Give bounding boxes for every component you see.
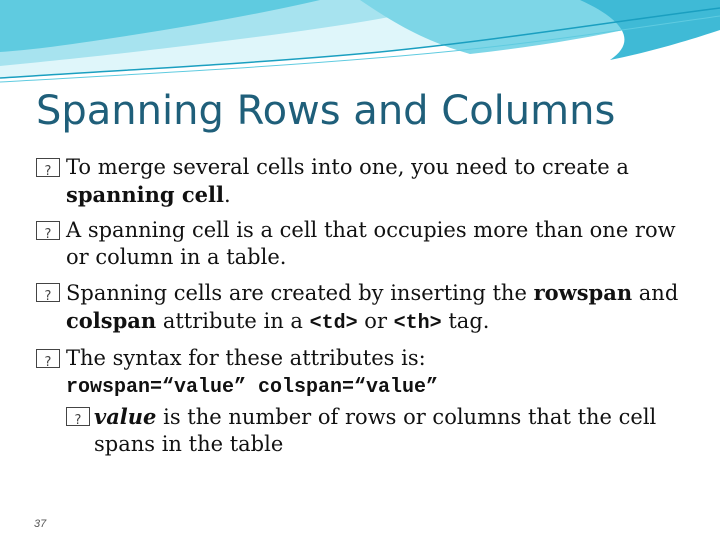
bullet-3-text-d: or <box>357 309 394 333</box>
bullet-3 <box>36 279 696 337</box>
slide-body <box>36 154 696 458</box>
bullet-3-colspan: colspan <box>66 308 157 333</box>
bullet-2 <box>36 217 696 271</box>
bullet-3-text-e: tag. <box>441 309 490 333</box>
bullet-1 <box>36 154 696 209</box>
box-question-icon <box>36 158 60 177</box>
box-question-icon <box>36 283 60 302</box>
bullet-3-text-b: and <box>632 281 679 305</box>
header-wave-decoration <box>0 0 720 90</box>
box-question-icon <box>36 221 60 240</box>
sub-bullet <box>36 403 696 458</box>
bullet-4-text: The syntax for these attributes is: <box>66 346 426 370</box>
bullet-3-text-c: attribute in a <box>156 309 310 333</box>
slide-number: 37 <box>34 518 47 530</box>
bullet-1-text-b: . <box>224 183 231 207</box>
sub-bullet-text: is the number of rows or columns that the cell spans in the table <box>94 405 657 456</box>
slide-title: Spanning Rows and Columns <box>36 88 616 134</box>
bullet-3-td-tag: <td> <box>309 312 358 335</box>
bullet-3-th-tag: <th> <box>393 312 442 335</box>
bullet-1-text-a: To merge several cells into one, you need to create a <box>66 155 629 179</box>
box-question-icon <box>36 349 60 368</box>
sub-bullet-term: value <box>94 404 157 429</box>
bullet-4 <box>36 345 696 401</box>
bullet-4-code: rowspan=“value” colspan=“value” <box>66 376 439 399</box>
bullet-3-rowspan: rowspan <box>533 280 633 305</box>
bullet-2-text: A spanning cell is a cell that occupies more than one row or column in a table. <box>66 218 676 269</box>
box-question-icon <box>66 407 90 426</box>
bullet-3-text-a: Spanning cells are created by inserting the <box>66 281 534 305</box>
bullet-1-term: spanning cell <box>66 182 224 207</box>
